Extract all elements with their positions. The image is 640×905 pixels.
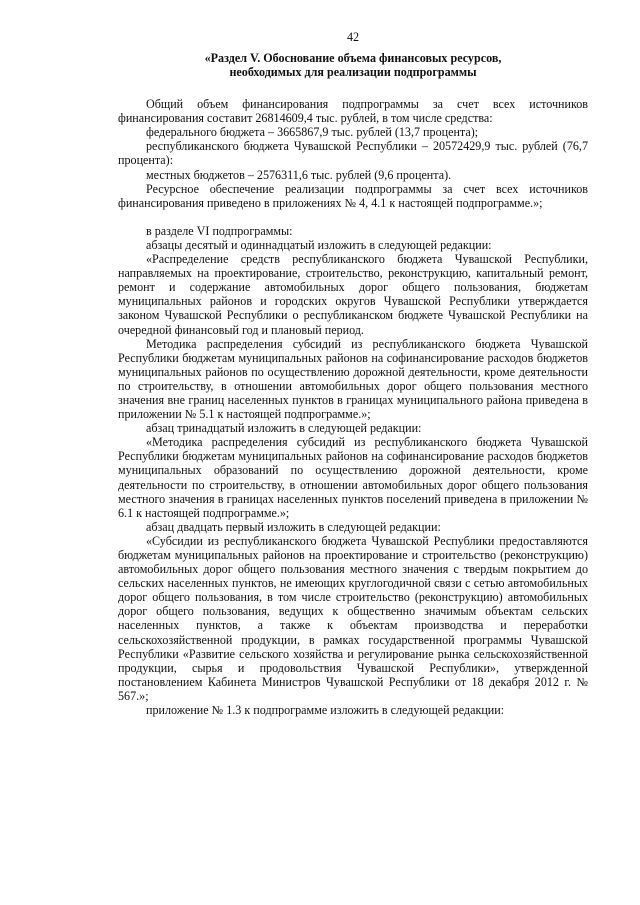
section-heading-line-2: необходимых для реализации подпрограммы bbox=[229, 65, 477, 80]
paragraph-instruction-10-11: абзацы десятый и одиннадцатый изложить в следующей редакции: bbox=[146, 237, 492, 252]
paragraph-federal-budget: федерального бюджета – 3665867,9 тыс. рублей (13,7 процента); bbox=[146, 125, 479, 140]
paragraph-instruction-13: абзац тринадцатый изложить в следующей редакции: bbox=[146, 421, 422, 436]
section-heading bbox=[118, 51, 588, 79]
paragraph-resource-provision: Ресурсное обеспечение реализации подпрограммы за счет всех источников финансирования приведено в приложениях № 4, 4.1 к настоящей подпрограмме.»; bbox=[118, 181, 588, 210]
paragraph-spacer bbox=[118, 210, 588, 224]
section-heading-line-1: «Раздел V. Обоснование объема финансовых ресурсов, bbox=[204, 51, 502, 66]
paragraph-methodology-5-1: Методика распределения субсидий из республиканского бюджета Чувашской Республики бюджетам муниципальных районов на софинансирование расходов бюджетов муниципальных районов по осуществлению дорожной деятельности, кроме деятельности по строительству, в отношении автомобильных дорог общего пользования местного значения вне границ населенных пунктов в границах муниципального района приведена в приложении № 5.1 к настоящей подпрограмме.»; bbox=[118, 336, 588, 422]
paragraph-total-funding: Общий объем финансирования подпрограммы за счет всех источников финансирования составит 26814609,4 тыс. рублей, в том числе средства: bbox=[118, 97, 588, 126]
paragraph-republican-budget: республиканского бюджета Чувашской Республики – 20572429,9 тыс. рублей (76,7 процента): bbox=[118, 139, 588, 168]
paragraph-section-vi: в разделе VI подпрограммы: bbox=[146, 223, 293, 238]
paragraph-subsidies: «Субсидии из республиканского бюджета Чувашской Республики предоставляются бюджетам муниципальных районов на проектирование и строительство (реконструкцию) автомобильных дорог общего пользования местного значения с твердым покрытием до сельских населенных пунктов, не имеющих круглогодичной связи с сетью автомобильных дорог общего пользования, в том числе строительство (реконструкцию) автомобильных дорог общего пользования, ведущих к общественно значимым объектам сельских населенных пунктов, а также к объектам производства и переработки сельскохозяйственной продукции, в рамках государственной программы Чувашской Республики «Развитие сельского хозяйства и регулирование рынка сельскохозяйственной продукции, сырья и продовольствия Чувашской Республики», утвержденной постановлением Кабинета Министров Чувашской Республики от 18 декабря 2012 г. № 567.»; bbox=[118, 533, 588, 703]
paragraph-methodology-6-1: «Методика распределения субсидий из республиканского бюджета Чувашской Республики бюджетам муниципальных районов на софинансирование расходов бюджетов муниципальных образований по осуществлению дорожной деятельности, кроме деятельности по строительству, в отношении автомобильных дорог общего пользования местного значения в границах населенных пунктов поселений приведена в приложении № 6.1 к настоящей подпрограмме.»; bbox=[118, 435, 588, 520]
paragraph-appendix-1-3: приложение № 1.3 к подпрограмме изложить в следующей редакции: bbox=[146, 703, 505, 718]
paragraph-distribution: «Распределение средств республиканского бюджета Чувашской Республики, направляемых на проектирование, строительство, реконструкцию, капитальный ремонт, ремонт и содержание автомобильных дорог общего пользования, бюджетам муниципальных районов и городских округов Чувашской Республики утверждается законом Чувашской Республики о республиканском бюджете Чувашской Республики на очередной финансовый год и плановый период. bbox=[118, 252, 588, 337]
paragraph-local-budgets: местных бюджетов – 2576311,6 тыс. рублей (9,6 процента). bbox=[146, 167, 452, 182]
paragraph-instruction-21: абзац двадцать первый изложить в следующей редакции: bbox=[146, 519, 441, 534]
page-number: 42 bbox=[346, 30, 360, 44]
document-page bbox=[118, 30, 588, 717]
